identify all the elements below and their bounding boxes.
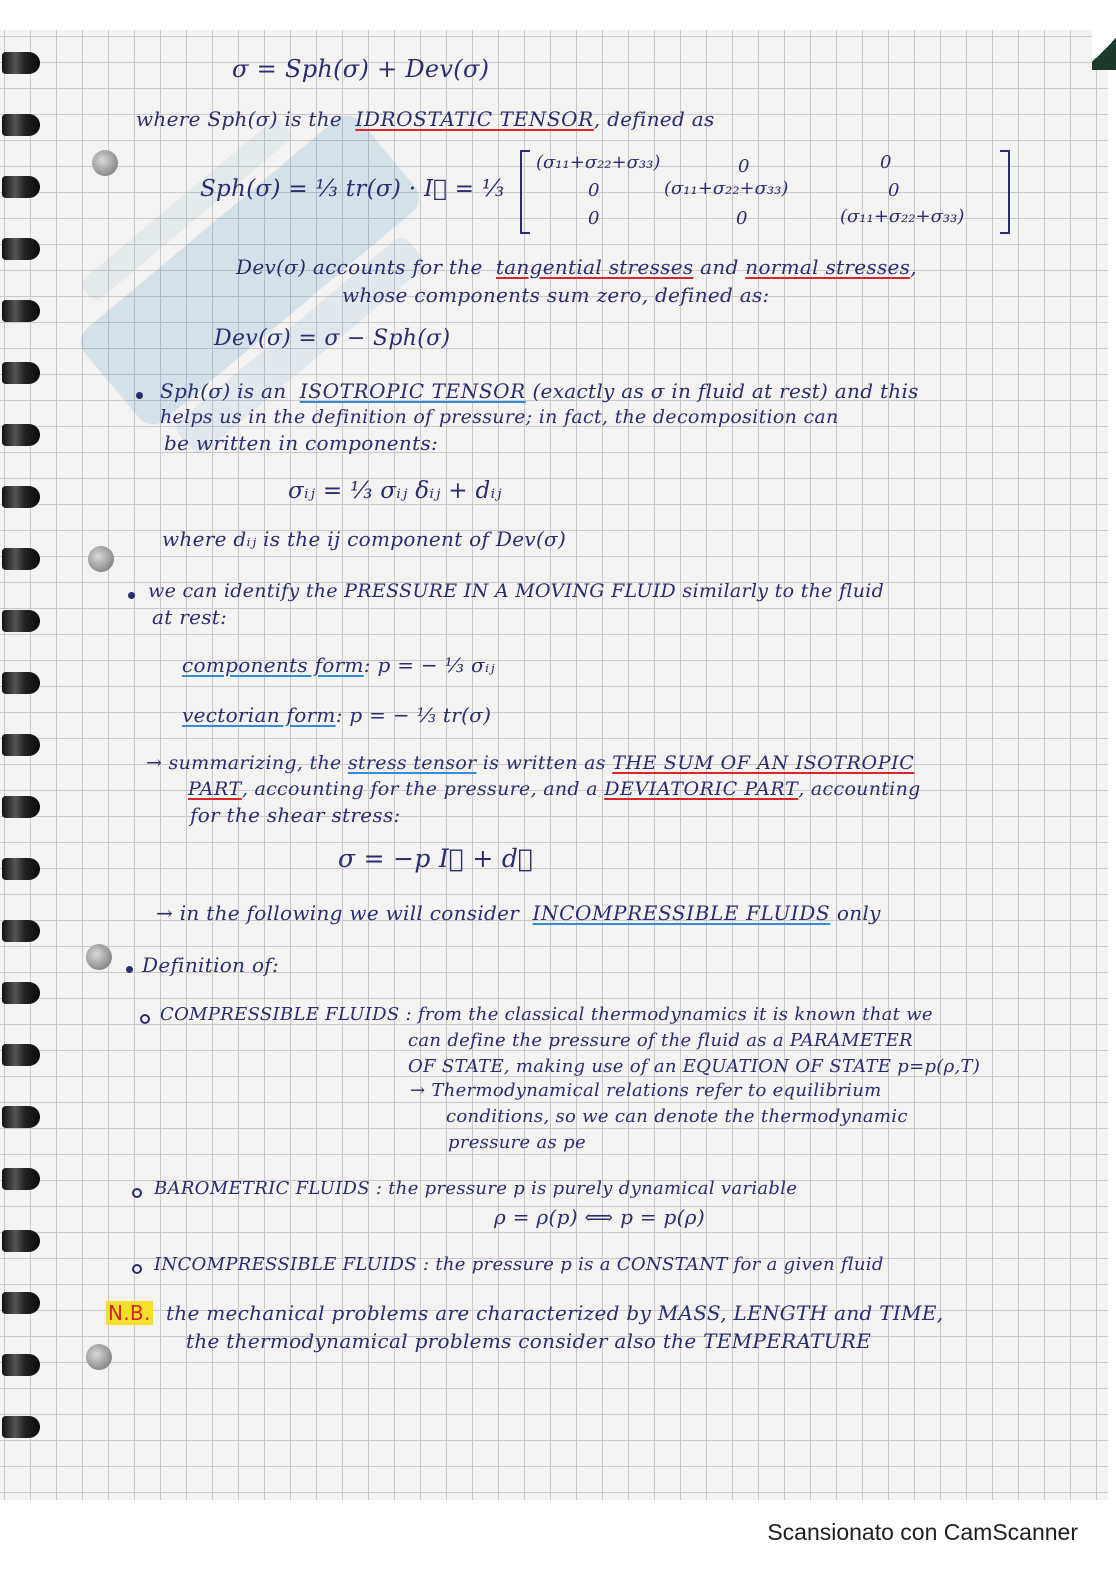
section-heading: Definition of: (142, 953, 280, 977)
matrix-cell: 0 (588, 180, 600, 201)
term-incompressible-fluids: INCOMPRESSIBLE FLUIDS (532, 901, 831, 925)
text-line: whose components sum zero, defined as: (342, 283, 770, 307)
matrix-cell: 0 (736, 208, 748, 229)
sub-bullet (132, 1264, 142, 1274)
equation-sph: Sph(σ) = ⅓ tr(σ) · I⃗ = ⅓ (200, 176, 505, 202)
term-isotropic-tensor: ISOTROPIC TENSOR (299, 379, 526, 403)
matrix-cell: 0 (738, 156, 750, 177)
matrix-cell: 0 (588, 208, 600, 229)
bullet (126, 966, 133, 973)
term-components-form: components form (182, 653, 364, 677)
matrix-cell: (σ₁₁+σ₂₂+σ₃₃) (664, 178, 789, 199)
equation-components: σᵢⱼ = ⅓ σᵢⱼ δᵢⱼ + dᵢⱼ (288, 478, 502, 504)
text-line: Dev(σ) accounts for the tangential stresses and normal stresses, (236, 255, 917, 279)
text-line: for the shear stress: (190, 803, 401, 827)
text-line: → Thermodynamical relations refer to equilibrium (410, 1080, 882, 1101)
text-line: where dᵢⱼ is the ij component of Dev(σ) (162, 527, 567, 551)
text-line: we can identify the PRESSURE IN A MOVING FLUID similarly to the fluid (148, 580, 885, 602)
equation-dev: Dev(σ) = σ − Sph(σ) (214, 326, 451, 351)
term-normal-stresses: normal stresses (745, 255, 911, 279)
bullet (136, 392, 143, 399)
text-line: OF STATE, making use of an EQUATION OF STATE p=p(ρ,T) (408, 1056, 981, 1077)
punch-hole (86, 1344, 112, 1370)
text-line: → summarizing, the stress tensor is written as THE SUM OF AN ISOTROPIC (146, 752, 915, 774)
camscanner-footer: Scansionato con CamScanner (767, 1519, 1078, 1545)
term-stress-tensor: stress tensor (347, 752, 477, 774)
text-line: helps us in the definition of pressure; in fact, the decomposition can (160, 406, 839, 428)
sub-bullet (132, 1188, 142, 1198)
term-deviatoric-part: DEVIATORIC PART (604, 778, 799, 800)
term-idrostatic-tensor: IDROSTATIC TENSOR (355, 107, 594, 131)
term-sum-isotropic: THE SUM OF AN ISOTROPIC (612, 752, 915, 774)
text-line: Sph(σ) is an ISOTROPIC TENSOR (exactly as σ in fluid at rest) and this (160, 379, 919, 403)
text-line: PART, accounting for the pressure, and a DEVIATORIC PART, accounting (188, 778, 921, 800)
text-line: INCOMPRESSIBLE FLUIDS : the pressure p is a CONSTANT for a given fluid (154, 1254, 884, 1275)
punch-hole (88, 546, 114, 572)
matrix-cell: (σ₁₁+σ₂₂+σ₃₃) (536, 152, 661, 173)
equation-decomposition: σ = Sph(σ) + Dev(σ) (232, 55, 490, 83)
text-line: where Sph(σ) is the IDROSTATIC TENSOR, defined as (136, 107, 715, 131)
text-line: COMPRESSIBLE FLUIDS : from the classical thermodynamics it is known that we (160, 1004, 933, 1025)
text-line: BAROMETRIC FLUIDS : the pressure p is purely dynamical variable (154, 1178, 798, 1199)
equation-barometric: ρ = ρ(p) ⟺ p = p(ρ) (494, 1205, 705, 1229)
sub-bullet (140, 1014, 150, 1024)
bullet (128, 592, 135, 599)
text-line: be written in components: (164, 431, 439, 455)
matrix-cell: 0 (888, 180, 900, 201)
punch-hole (92, 150, 118, 176)
spiral-binding (0, 30, 42, 1500)
matrix-cell: (σ₁₁+σ₂₂+σ₃₃) (840, 206, 965, 227)
spherical-matrix (520, 150, 1010, 234)
text-line: pressure as pe (448, 1132, 586, 1153)
term-part: PART (188, 778, 242, 800)
term-vectorian-form: vectorian form (182, 703, 336, 727)
nb-tag: N.B. (108, 1301, 151, 1325)
text-line: conditions, so we can denote the thermodynamic (446, 1106, 908, 1127)
punch-hole (86, 944, 112, 970)
page-corner (1092, 30, 1116, 70)
text-line: vectorian form: p = − ⅓ tr(σ) (182, 703, 492, 727)
text-line: components form: p = − ⅓ σᵢⱼ (182, 653, 495, 677)
term-tangential-stresses: tangential stresses (495, 255, 694, 279)
nb-line: N.B. the mechanical problems are characterized by MASS, LENGTH and TIME, (108, 1301, 944, 1325)
text-line: can define the pressure of the fluid as a PARAMETER (408, 1030, 913, 1051)
text-line: → in the following we will consider INCOMPRESSIBLE FLUIDS only (156, 901, 881, 925)
text-line: the thermodynamical problems consider also the TEMPERATURE (186, 1329, 872, 1353)
equation-stress: σ = −p I⃗ + d⃗ (338, 844, 534, 873)
text-line: at rest: (152, 605, 228, 629)
matrix-cell: 0 (880, 152, 892, 173)
